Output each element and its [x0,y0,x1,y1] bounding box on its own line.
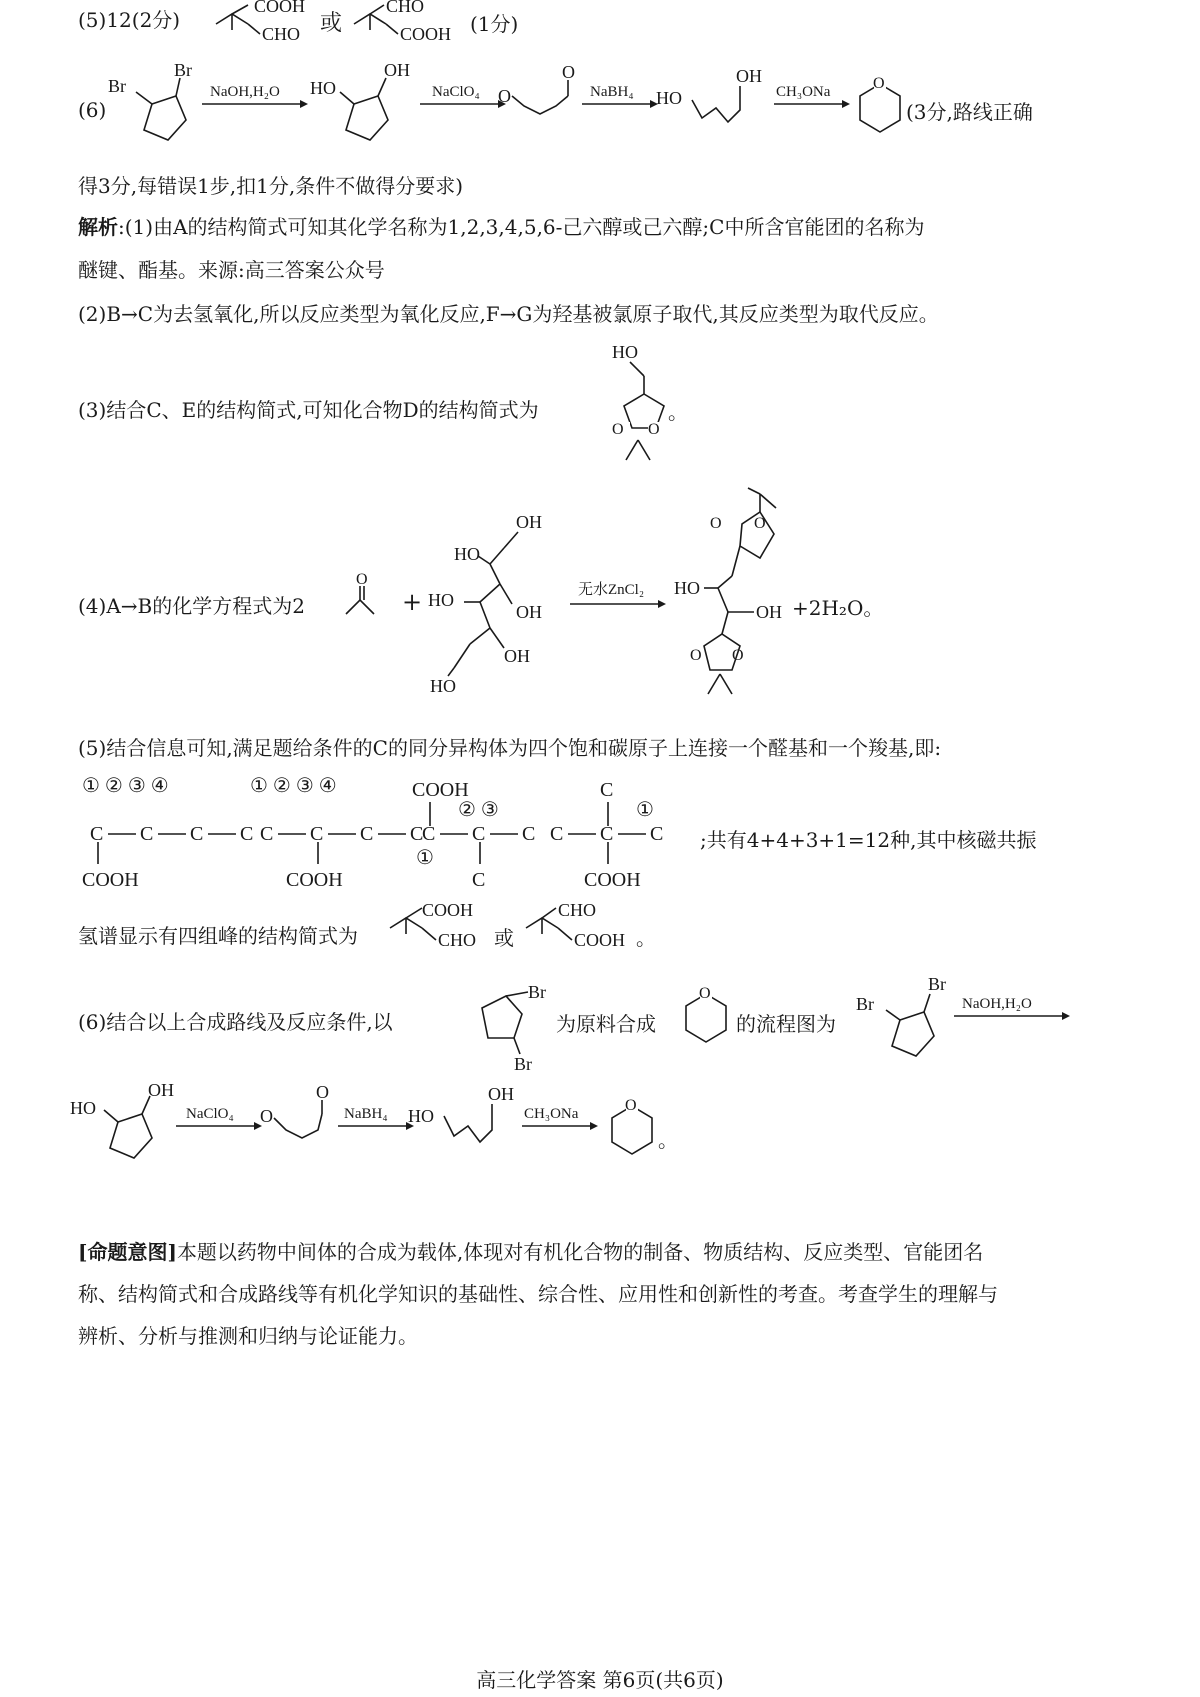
aldehyde-acid-structure-1 [208,0,318,50]
dibromocyclopentane-icon [852,970,962,1080]
svg-text:C: C [550,823,564,845]
svg-text:NaBH₄: NaBH₄ [344,1106,388,1122]
svg-text:C: C [190,823,204,845]
svg-text:OH: OH [736,66,762,86]
svg-text:NaClO₄: NaClO₄ [186,1106,234,1122]
reaction-arrow-1 [200,80,310,110]
hexitol-structure [424,508,564,708]
cooh-label: COOH [254,0,306,16]
svg-text:C: C [600,779,614,801]
svg-text:OH: OH [516,602,542,622]
svg-text:COOH: COOH [82,869,139,891]
analysis-p3: (3)结合C、E的结构简式,可知化合物D的结构简式为 [78,398,539,422]
svg-text:OH: OH [756,602,782,622]
reaction-arrow-6 [952,990,1072,1024]
analysis-p5b: 氢谱显示有四组峰的结构简式为 [78,924,358,948]
svg-text:① ② ③ ④: ① ② ③ ④ [82,775,169,797]
svg-text:O: O [699,985,711,1002]
svg-text:O: O [754,515,766,532]
svg-text:O: O [690,647,702,664]
svg-text:无水ZnCl₂: 无水ZnCl₂ [578,582,645,598]
svg-text:CHO: CHO [558,900,597,920]
svg-text:HO: HO [408,1106,434,1126]
svg-text:COOH: COOH [574,930,626,950]
svg-text:O: O [316,1082,329,1102]
reaction-arrow-3 [580,80,660,110]
svg-text:C: C [422,823,436,845]
svg-text:OH: OH [516,512,542,532]
isomer-chains [78,772,698,902]
s6-top-label: (6) [78,98,107,122]
analysis-p5-count: ;共有4+4+3+1=12种,其中核磁共振 [700,828,1037,852]
svg-text:CH₃ONa: CH₃ONa [776,84,831,100]
svg-text:C: C [240,823,254,845]
reaction-arrow-8 [336,1102,416,1132]
svg-text:Br: Br [528,982,546,1002]
svg-text:O: O [612,421,624,438]
svg-text:HO: HO [674,578,700,598]
dibromocyclopentane-icon [458,974,558,1074]
svg-text:O: O [356,572,368,588]
svg-text:C: C [522,823,536,845]
svg-text:COOH: COOH [584,869,641,891]
intent-l1: [命题意图]本题以药物中间体的合成为载体,体现对有机化合物的制备、物质结构、反应类型、官能团名 [78,1240,984,1264]
analysis-p2: (2)B→C为去氢氧化,所以反应类型为氧化反应,F→G为羟基被氯原子取代,其反应类型为取代反应。 [78,302,939,326]
svg-text:HO: HO [310,78,336,98]
svg-text:NaOH,H₂O: NaOH,H₂O [210,84,280,100]
svg-text:NaBH₄: NaBH₄ [590,84,634,100]
svg-text:O: O [648,421,660,438]
svg-text:CH₃ONa: CH₃ONa [524,1106,579,1122]
svg-text:C: C [600,823,614,845]
svg-text:C: C [310,823,324,845]
svg-text:COOH: COOH [400,24,452,44]
svg-text:HO: HO [612,342,638,362]
nmr-structure-1 [382,900,492,956]
cyclopentanediol-icon [70,1080,180,1180]
s5-top-label: (5)12(2分) [78,8,181,32]
svg-text:①: ① [636,799,654,821]
svg-text:O: O [732,647,744,664]
svg-text:①: ① [416,847,434,869]
pentanediol-icon [408,1080,528,1170]
svg-text:COOH: COOH [412,779,469,801]
page-footer: 高三化学答案 第6页(共6页) [476,1668,724,1692]
svg-text:O: O [562,62,575,82]
acetone-icon [340,572,400,632]
reaction-arrow-5 [568,576,668,612]
svg-text:HO: HO [430,676,456,696]
svg-text:② ③: ② ③ [458,799,499,821]
svg-text:O: O [260,1106,273,1126]
analysis-p5a: (5)结合信息可知,满足题给条件的C的同分异构体为四个饱和碳原子上连接一个醛基和一个羧基,即: [78,736,942,760]
tetrahydropyran-icon [676,982,736,1062]
intent-l2: 称、结构简式和合成路线等有机化学知识的基础性、综合性、应用性和创新性的考查。考查学生的理解与 [78,1282,998,1306]
cyclopentanediol-icon [306,62,416,162]
reaction-arrow-7 [174,1102,264,1132]
svg-text:HO: HO [428,590,454,610]
dibromocyclopentane-icon [104,62,214,162]
svg-text:C: C [472,869,486,891]
s6-score-line2: 得3分,每错误1步,扣1分,条件不做得分要求) [78,174,464,198]
svg-text:O: O [625,1097,637,1114]
svg-text:C: C [650,823,664,845]
svg-text:OH: OH [504,646,530,666]
svg-text:HO: HO [70,1098,96,1118]
svg-text:COOH: COOH [286,869,343,891]
svg-text:NaClO₄: NaClO₄ [432,84,480,100]
intent-heading: [命题意图] [78,1240,177,1264]
tetrahydropyran-icon [602,1086,662,1166]
nmr-structure-2 [518,900,638,956]
svg-text:C: C [410,823,424,845]
intent-l3: 辨析、分析与推测和归纳与论证能力。 [78,1324,418,1348]
svg-text:Br: Br [108,76,126,96]
analysis-p4: (4)A→B的化学方程式为2 [78,594,305,618]
svg-text:O: O [498,86,511,106]
svg-text:OH: OH [488,1084,514,1104]
svg-text:HO: HO [656,88,682,108]
or-word: 或 [320,11,343,36]
analysis-heading: 解析 [78,215,118,239]
reaction-arrow-9 [520,1102,600,1132]
svg-text:HO: HO [454,544,480,564]
svg-text:Br: Br [514,1054,532,1074]
svg-text:NaOH,H₂O: NaOH,H₂O [962,996,1032,1012]
svg-text:CHO: CHO [438,930,477,950]
diacetonide-structure [670,484,810,724]
analysis-p6a: (6)结合以上合成路线及反应条件,以 [78,1010,393,1034]
analysis-p1b: 醚键、酯基。来源:高三答案公众号 [78,258,385,282]
tetrahydropyran-icon [850,64,910,144]
svg-text:OH: OH [148,1080,174,1100]
svg-text:O: O [710,515,722,532]
svg-text:C: C [472,823,486,845]
svg-text:O: O [873,75,885,92]
glutaraldehyde-icon [494,62,594,142]
s5-score: (1分) [470,12,519,36]
svg-text:Br: Br [928,974,946,994]
analysis-p1a: 解析:(1)由A的结构简式可知其化学名称为1,2,3,4,5,6-己六醇或己六醇;C中所含官能团的名称为 [78,215,925,239]
svg-text:C: C [90,823,104,845]
svg-text:C: C [360,823,374,845]
svg-text:① ② ③ ④: ① ② ③ ④ [250,775,337,797]
pentanediol-icon [654,62,774,152]
svg-text:COOH: COOH [422,900,474,920]
svg-text:C: C [260,823,274,845]
s6-score: (3分,路线正确 [906,100,1033,124]
svg-text:Br: Br [856,994,874,1014]
svg-text:OH: OH [384,62,410,80]
svg-text:C: C [140,823,154,845]
cho-label: CHO [262,24,301,44]
svg-text:CHO: CHO [386,0,425,16]
reaction-arrow-4 [772,80,852,110]
aldehyde-acid-structure-2 [346,0,466,50]
svg-text:Br: Br [174,62,192,80]
